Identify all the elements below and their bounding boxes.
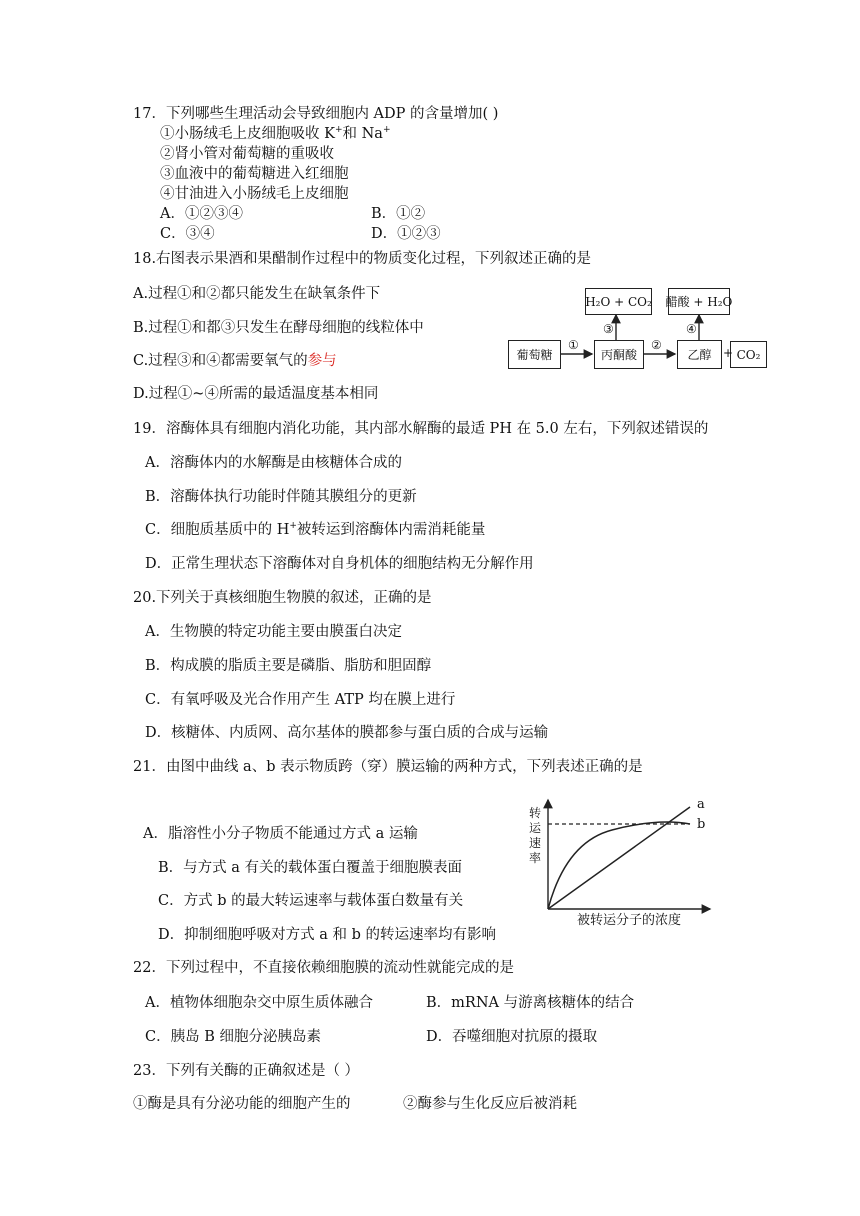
label-step1: ① (568, 338, 579, 352)
q20-stem: 20.下列关于真核细胞生物膜的叙述，正确的是 (133, 590, 432, 606)
curve-b-label: b (697, 817, 706, 832)
box-co2: CO₂ (730, 341, 767, 368)
q17-stem: 17．下列哪些生理活动会导致细胞内 ADP 的含量增加( ) (133, 106, 499, 122)
box-glucose: 葡萄糖 (508, 340, 561, 369)
q18-option-d: D.过程①~④所需的最适温度基本相同 (133, 386, 379, 402)
q20-option-c: C．有氧呼吸及光合作用产生 ATP 均在膜上进行 (145, 692, 456, 708)
label-step2: ② (651, 338, 662, 352)
q17-item-1: ①小肠绒毛上皮细胞吸收 K+和 Na+ (160, 125, 391, 142)
q22-option-d: D．吞噬细胞对抗原的摄取 (426, 1029, 598, 1045)
label-step4: ④ (686, 322, 697, 336)
q23-stem: 23．下列有关酶的正确叙述是（ ） (133, 1063, 360, 1079)
q19-option-a: A．溶酶体内的水解酶是由核糖体合成的 (145, 455, 402, 471)
q21-stem: 21．由图中曲线 a、b 表示物质跨（穿）膜运输的两种方式，下列表述正确的是 (133, 759, 643, 775)
q18-option-a: A.过程①和②都只能发生在缺氧条件下 (133, 286, 381, 302)
q22-option-c: C．胰岛 B 细胞分泌胰岛素 (145, 1029, 321, 1045)
highlight-text: 参与 (307, 353, 337, 369)
q17-option-c: C．③④ (160, 226, 215, 242)
q22-option-a: A．植物体细胞杂交中原生质体融合 (145, 995, 373, 1011)
q17-item-4: ④甘油进入小肠绒毛上皮细胞 (160, 186, 349, 202)
q21-option-a: A．脂溶性小分子物质不能通过方式 a 运输 (143, 826, 418, 842)
q17-item-2: ②肾小管对葡萄糖的重吸收 (160, 146, 334, 162)
q17-item-3: ③血液中的葡萄糖进入红细胞 (160, 166, 349, 182)
q23-item-2: ②酶参与生化反应后被消耗 (403, 1096, 577, 1112)
graph-x-label: 被转运分子的浓度 (577, 913, 682, 928)
q20-option-a: A．生物膜的特定功能主要由膜蛋白决定 (145, 624, 402, 640)
q21-option-d: D．抑制细胞呼吸对方式 a 和 b 的转运速率均有影响 (158, 927, 496, 943)
curve-b (548, 822, 690, 909)
q18-option-c: C.过程③和④都需要氧气的参与 (133, 353, 337, 369)
q18-option-b: B.过程①和都③只发生在酵母细胞的线粒体中 (133, 320, 424, 336)
graph-y-label: 转运速率 (529, 806, 542, 865)
q21-option-b: B．与方式 a 有关的载体蛋白覆盖于细胞膜表面 (158, 860, 463, 876)
q17-option-d: D．①②③ (371, 226, 441, 242)
q23-item-1: ①酶是具有分泌功能的细胞产生的 (133, 1096, 351, 1112)
q19-option-c: C．细胞质基质中的 H+被转运到溶酶体内需消耗能量 (145, 521, 486, 538)
q17-option-a: A．①②③④ (160, 206, 243, 222)
q22-option-b: B．mRNA 与游离核糖体的结合 (426, 995, 635, 1011)
box-ethanol: 乙醇 (677, 340, 722, 369)
q20-option-d: D．核糖体、内质网、高尔基体的膜都参与蛋白质的合成与运输 (145, 725, 549, 741)
q17-option-b: B．①② (371, 206, 426, 222)
box-acetic-acid: 醋酸 + H₂O (668, 288, 730, 315)
q19-option-d: D．正常生理状态下溶酶体对自身机体的细胞结构无分解作用 (145, 556, 534, 572)
plus-sign: + (723, 346, 734, 360)
q19-option-b: B．溶酶体执行功能时伴随其膜组分的更新 (145, 489, 417, 505)
label-step3: ③ (603, 322, 614, 336)
q20-option-b: B．构成膜的脂质主要是磷脂、脂肪和胆固醇 (145, 658, 432, 674)
q22-stem: 22．下列过程中，不直接依赖细胞膜的流动性就能完成的是 (133, 960, 514, 976)
q18-stem: 18.右图表示果酒和果醋制作过程中的物质变化过程，下列叙述正确的是 (133, 251, 592, 267)
q21-option-c: C．方式 b 的最大转运速率与载体蛋白数量有关 (158, 893, 464, 909)
q19-stem: 19．溶酶体具有细胞内消化功能，其内部水解酶的最适 PH 在 5.0 左右，下列叙述错误的 (133, 421, 709, 437)
box-h2o-co2: H₂O + CO₂ (585, 288, 652, 315)
curve-a-label: a (697, 797, 705, 812)
box-pyruvate: 丙酮酸 (594, 340, 644, 369)
